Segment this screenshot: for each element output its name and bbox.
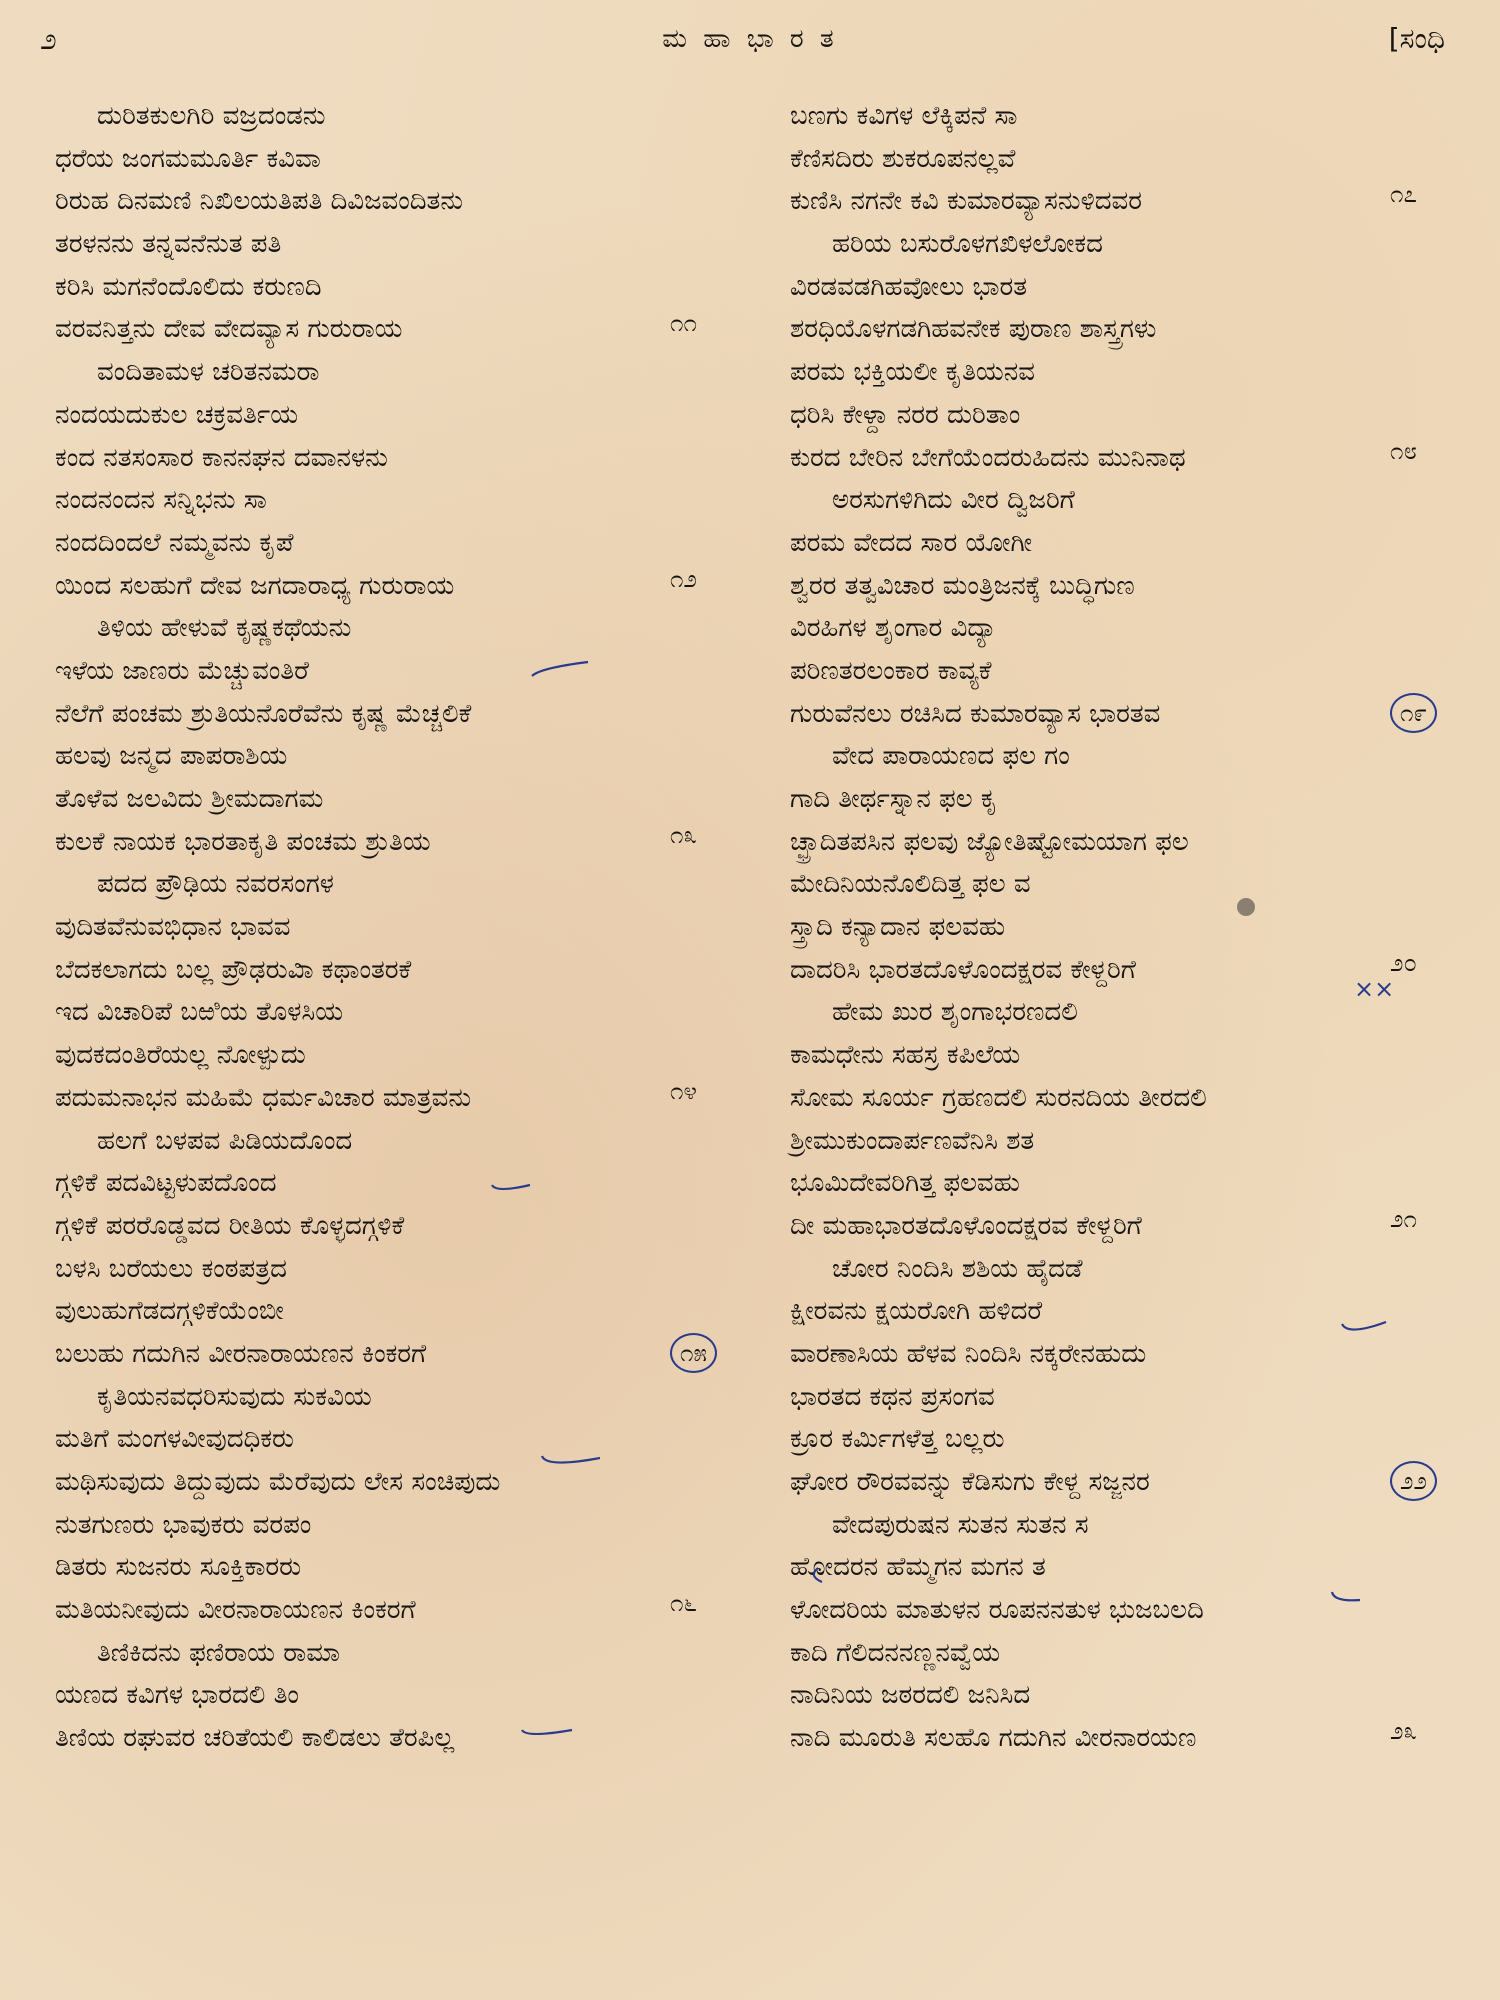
verse-line: ಮಥಿಸುವುದು ತಿದ್ದುವುದು ಮೆರೆವುದು ಲೇಸ ಸಂಚಿಪುದು [55,1467,501,1497]
verse-stanza [790,1504,1460,1760]
verse-stanza [55,1376,735,1632]
pen-tick-mark [1330,1588,1390,1606]
verse-line: ಸ್ತ್ರಾದಿ ಕನ್ಯಾದಾನ ಫಲವಹು [790,912,1006,943]
verse-line: ಕಾಮಧೇನು ಸಹಸ್ರ ಕಪಿಲೆಯ [790,1040,1021,1071]
verse-line: ಸೋಮ ಸೂರ್ಯ ಗ್ರಹಣದಲಿ ಸುರನದಿಯ ತೀರದಲಿ [790,1082,1207,1113]
verse-line: ದೀ ಮಹಾಭಾರತದೊಳೊಂದಕ್ಷರವ ಕೇಳ್ದರಿಗೆ [790,1210,1142,1241]
verse-line: ವಂದಿತಾಮಳ ಚರಿತನಮರಾ [97,357,320,388]
verse-line: ಶ್ರೀಮುಕುಂದಾರ್ಪಣವೆನಿಸಿ ಶತ [790,1125,1035,1156]
verse-line: ಬಳಸಿ ಬರೆಯಲು ಕಂಠಪತ್ರದ [55,1253,287,1284]
verse-line: ಮತಿಗೆ ಮಂಗಳವೀವುದಧಿಕರು [55,1424,295,1455]
verse-line: ಪರಮ ಭಕ್ತಿಯಲೀ ಕೃತಿಯನವ [790,357,1035,388]
verse-stanza [55,607,735,863]
verse-number: ೧೪ [670,1076,697,1105]
section-label: [ಸಂಧಿ [1388,22,1445,55]
verse-line: ಧರೆಯ ಜಂಗಮಮೂರ್ತಿ ಕವಿವಾ [55,143,321,174]
verse-line: ಪರಿಣತರಲಂಕಾರ ಕಾವ್ಯಕೆ [790,655,992,686]
verse-line: ಮೇದಿನಿಯನೊಲಿದಿತ್ತ ಫಲ ವ [790,869,1031,900]
verse-line: ಪದುಮನಾಭನ ಮಹಿಮೆ ಧರ್ಮವಿಚಾರ ಮಾತ್ರವನು [55,1082,472,1113]
verse-number: ೧೩ [670,820,697,849]
verse-stanza [790,479,1460,735]
verse-line: ವುದಿತವೆನುವಭಿಧಾನ ಭಾವವ [55,912,291,943]
verse-number: ೧೯ [1390,693,1437,733]
left-column [55,95,735,1760]
verse-line: ಬಲುಹು ಗದುಗಿನ ವೀರನಾರಾಯಣನ ಕಿಂಕರಗೆ [55,1338,427,1369]
verse-line: ಮತಿಯನೀವುದು ವೀರನಾರಾಯಣನ ಕಿಂಕರಗೆ [55,1595,416,1626]
verse-line: ಭೂಮಿದೇವರಿಗಿತ್ತ ಫಲವಹು [790,1168,1020,1199]
verse-line: ಇದ ವಿಚಾರಿಪೆ ಬಱಿಯ ತೊಳಸಿಯ [55,997,344,1028]
verse-stanza [55,1120,735,1376]
verse-stanza [55,863,735,1119]
verse-line: ಬಣಗು ಕವಿಗಳ ಲೆಕ್ಕಿಪನೆ ಸಾ [790,101,1018,131]
verse-line: ಕುರದ ಬೇರಿನ ಬೇಗೆಯೆಂದರುಹಿದನು ಮುನಿನಾಥ [790,442,1186,473]
verse-line: ದಾದರಿಸಿ ಭಾರತದೊಳೊಂದಕ್ಷರವ ಕೇಳ್ದರಿಗೆ [790,954,1136,985]
page-number: ೨ [40,22,57,57]
verse-line: ಹಲವು ಜನ್ಮದ ಪಾಪರಾಶಿಯ [55,741,288,772]
verse-line: ಗಾದಿ ತೀರ್ಥಸ್ನಾನ ಫಲ ಕೃ [790,784,998,814]
verse-line: ಗುರುವೆನಲು ರಚಿಸಿದ ಕುಮಾರವ್ಯಾಸ ಭಾರತವ [790,698,1161,729]
verse-line: ಚೋರ ನಿಂದಿಸಿ ಶಶಿಯ ಹೈದಡೆ [832,1253,1083,1284]
verse-number: ೧೨ [670,564,697,593]
verse-line: ನಂದದಿಂದಲೆ ನಮ್ಮವನು ಕೃಪೆ [55,527,294,558]
verse-line: ಧರಿಸಿ ಕೇಳ್ದಾ ನರರ ದುರಿತಾಂ [790,399,1021,430]
verse-number: ೧೧ [670,308,697,337]
verse-line: ಹರಿಯ ಬಸುರೊಳಗಖಿಳಲೋಕದ [832,229,1103,260]
verse-line: ಕುಲಕೆ ನಾಯಕ ಭಾರತಾಕೃತಿ ಪಂಚಮ ಶ್ರುತಿಯ [55,826,431,857]
verse-number: ೨೨ [1390,1461,1437,1501]
verse-line: ಕ್ಷೀರವನು ಕ್ಷಯರೋಗಿ ಹಳಿದರೆ [790,1296,1043,1327]
verse-stanza [790,223,1460,479]
verse-line: ಯಣದ ಕವಿಗಳ ಭಾರದಲಿ ತಿಂ [55,1680,299,1711]
verse-line: ತಿಣಿಕಿದನು ಫಣಿರಾಯ ರಾಮಾ [97,1637,341,1668]
verse-line: ಪದದ ಪ್ರೌಢಿಯ ನವರಸಂಗಳ [97,869,334,900]
verse-line: ಯಿಂದ ಸಲಹುಗೆ ದೇವ ಜಗದಾರಾಧ್ಯ ಗುರುರಾಯ [55,570,455,601]
verse-line: ಕ್ರೂರ ಕರ್ಮಿಗಳೆತ್ತ ಬಲ್ಲರು [790,1424,1005,1455]
verse-line: ನಾದಿನಿಯ ಜಠರದಲಿ ಜನಿಸಿದ [790,1680,1031,1711]
verse-line: ಘೋರ ರೌರವವನ್ನು ಕೆಡಿಸುಗು ಕೇಳ್ದ ಸಜ್ಜನರ [790,1467,1150,1497]
verse-stanza [55,1632,735,1760]
verse-line: ವೇದಪುರುಷನ ಸುತನ ಸುತನ ಸ [832,1509,1089,1540]
pen-tick-mark [808,1566,868,1584]
running-title: ಮ ಹಾ ಭಾ ರ ತ [662,24,838,54]
verse-line: ತರಳನನು ತನ್ನವನೆನುತ ಪತಿ [55,229,282,260]
verse-line: ಶ್ವರರ ತತ್ವವಿಚಾರ ಮಂತ್ರಿಜನಕ್ಕೆ ಬುದ್ಧಿಗುಣ [790,570,1135,601]
verse-line: ಹೋದರನ ಹೆಮ್ಮಗನ ಮಗನ ತ [790,1552,1046,1583]
verse-line: ತೊಳೆವ ಜಲವಿದು ಶ್ರೀಮದಾಗಮ [55,784,324,814]
verse-line: ರಿರುಹ ದಿನಮಣಿ ನಿಖಿಲಯತಿಪತಿ ದಿವಿಜವಂದಿತನು [55,186,464,217]
verse-line: ಚ್ಛ್ರಾದಿತಪಸಿನ ಫಲವು ಜ್ಯೋತಿಷ್ಟೋಮಯಾಗ ಫಲ [790,826,1189,857]
verse-number: ೧೭ [1390,180,1417,209]
verse-line: ವರವನಿತ್ತನು ದೇವ ವೇದವ್ಯಾಸ ಗುರುರಾಯ [55,314,403,345]
verse-line: ಕೃತಿಯನವಧರಿಸುವುದು ಸುಕವಿಯ [97,1381,372,1412]
verse-line: ವಾರಣಾಸಿಯ ಹೆಳವ ನಿಂದಿಸಿ ನಕ್ಕರೇನಹುದು [790,1338,1147,1369]
verse-line: ನಂದಯದುಕುಲ ಚಕ್ರವರ್ತಿಯ [55,399,299,430]
verse-line: ವಿರಡವಡಗಿಹವೋಲು ಭಾರತ [790,271,1027,302]
verse-number: ೧೬ [670,1589,697,1618]
verse-stanza [790,735,1460,991]
verse-number: ೨೦ [1390,948,1417,977]
verse-line: ನೆಲೆಗೆ ಪಂಚಮ ಶ್ರುತಿಯನೊರೆವೆನು ಕೃಷ್ಣ ಮೆಚ್ಚಲಿಕೆ [55,698,472,729]
verse-line: ಕರಿಸಿ ಮಗನೆಂದೊಲಿದು ಕರುಣದಿ [55,271,322,302]
verse-line: ಹಲಗೆ ಬಳಪವ ಪಿಡಿಯದೊಂದ [97,1125,353,1156]
verse-stanza [790,95,1460,223]
verse-line: ನುತಗುಣರು ಭಾವುಕರು ವರಪಂ [55,1509,312,1540]
verse-line: ವುಲುಹುಗೆಡದಗ್ಗಳಿಕೆಯೆಂಬೀ [55,1296,284,1327]
verse-line: ಡಿತರು ಸುಜನರು ಸೂಕ್ತಿಕಾರರು [55,1552,302,1583]
verse-line: ವುದಕದಂತಿರೆಯಲ್ಲ ನೋಳ್ಪುದು [55,1040,306,1071]
verse-line: ಭಾರತದ ಕಥನ ಪ್ರಸಂಗವ [790,1381,995,1412]
pen-tick-mark [520,1722,580,1740]
verse-line: ಹೇಮ ಖುರ ಶೃಂಗಾಭರಣದಲಿ [832,997,1078,1028]
verse-number: ೧೫ [670,1333,717,1373]
verse-line: ನಂದನಂದನ ಸನ್ನಿಭನು ಸಾ [55,485,267,516]
verse-line: ದುರಿತಕುಲಗಿರಿ ವಜ್ರದಂಡನು [97,101,326,131]
verse-line: ತಿಣಿಯ ರಘುವರ ಚರಿತೆಯಲಿ ಕಾಲಿಡಲು ತೆರಪಿಲ್ಲ [55,1723,455,1754]
verse-stanza [790,1248,1460,1504]
verse-number: ೨೩ [1390,1717,1417,1746]
verse-line: ಶರಧಿಯೊಳಗಡಗಿಹವನೇಕ ಪುರಾಣ ಶಾಸ್ತ್ರಗಳು [790,314,1157,345]
verse-line: ಬೆದಕಲಾಗದು ಬಲ್ಲ ಪ್ರೌಢರುವಿಾ ಕಥಾಂತರಕೆ [55,954,412,985]
pen-tick-mark [540,1450,600,1468]
verse-line: ಳೋದರಿಯ ಮಾತುಳನ ರೂಪನನತುಳ ಭುಜಬಲದಿ [790,1595,1204,1626]
verse-line: ನಾದಿ ಮೂರುತಿ ಸಲಹೊ ಗದುಗಿನ ವೀರನಾರಯಣ [790,1723,1197,1754]
verse-number: ೨೧ [1390,1204,1417,1233]
pen-tick-mark [490,1175,550,1193]
verse-stanza [55,95,735,351]
verse-line: ಕಂದ ನತಸಂಸಾರ ಕಾನನಘನ ದವಾನಳನು [55,442,388,473]
verse-line: ಕುಣಿಸಿ ನಗನೇ ಕವಿ ಕುಮಾರವ್ಯಾಸನುಳಿದವರ [790,186,1142,217]
verse-line: ತಿಳಿಯ ಹೇಳುವೆ ಕೃಷ್ಣಕಥೆಯನು [97,613,352,644]
verse-line: ವೇದ ಪಾರಾಯಣದ ಫಲ ಗಂ [832,741,1070,772]
verse-number: ೧೮ [1390,436,1417,465]
verse-line: ಅರಸುಗಳಿಗಿದು ವೀರ ದ್ವಿಜರಿಗೆ [832,485,1075,516]
verse-stanza [55,351,735,607]
verse-line: ಕೆಣಿಸದಿರು ಶುಕರೂಪನಲ್ಲವೆ [790,143,1016,174]
right-column [790,95,1460,1760]
pen-tick-mark [530,660,590,678]
page-header [0,20,1500,60]
verse-line: ಗ್ಗಳಿಕೆ ಪರರೊಡ್ಡವದ ರೀತಿಯ ಕೊಳ್ಳದಗ್ಗಳಿಕೆ [55,1210,405,1241]
verse-line: ವಿರಹಿಗಳ ಶೃಂಗಾರ ವಿದ್ಯಾ [790,613,997,644]
verse-line: ಕಾದಿ ಗೆಲಿದನನಣ್ಣನವ್ವೆಯ [790,1637,1001,1668]
verse-stanza [790,991,1460,1247]
verse-line: ಗ್ಗಳಿಕೆ ಪದವಿಟ್ಟಳುಪದೊಂದ [55,1168,277,1199]
margin-note: ×× [1354,975,1395,1003]
pen-tick-mark [1340,1318,1400,1336]
verse-line: ಪರಮ ವೇದದ ಸಾರ ಯೋಗೀ [790,527,1033,558]
verse-line: ಇಳೆಯ ಜಾಣರು ಮೆಚ್ಚುವಂತಿರೆ [55,655,309,686]
ink-stain [1237,898,1255,916]
